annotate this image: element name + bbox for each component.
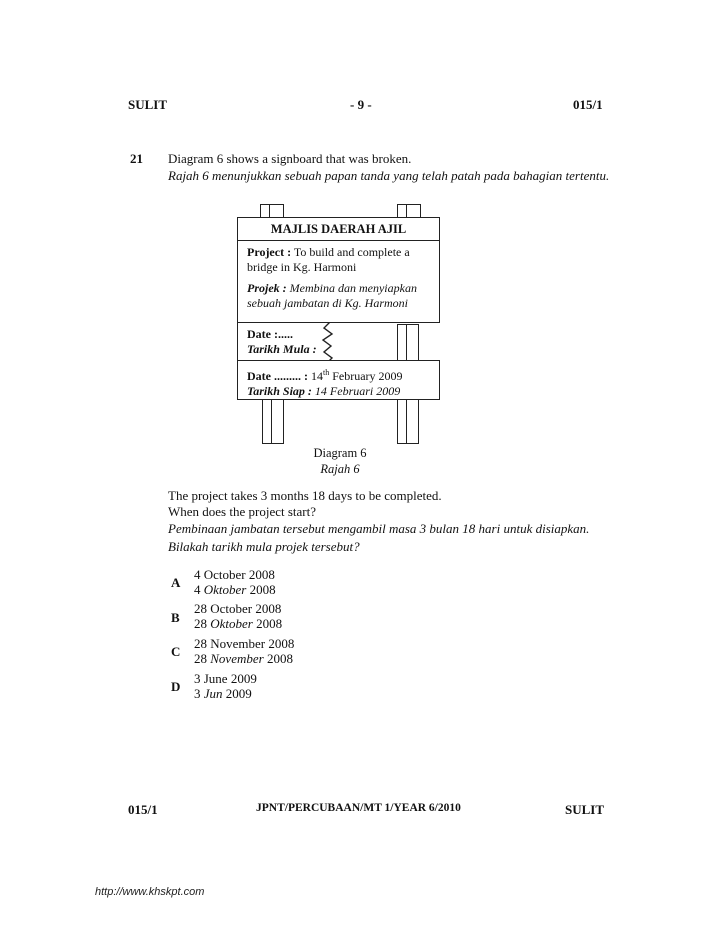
project-text: To build and complete a bridge in Kg. Harmoni (247, 245, 410, 274)
end-date-suffix: th (322, 368, 330, 377)
end-date-rest: February 2009 (332, 369, 403, 383)
question-number: 21 (130, 151, 143, 166)
option-letter: B (171, 610, 180, 625)
option-letter: C (171, 644, 181, 659)
page-number: - 9 - (350, 97, 372, 112)
tarikh-siap-label: Tarikh Siap : (247, 384, 312, 398)
footer-left: 015/1 (128, 802, 158, 817)
stem-line-2: When does the project start? (168, 504, 316, 519)
sign-title: MAJLIS DAERAH AJIL (238, 218, 439, 241)
header-left: SULIT (128, 97, 168, 112)
post-mid-right (397, 324, 419, 362)
option-text-ms: 28 November 2008 (194, 651, 293, 666)
option-letter: D (171, 679, 181, 694)
post-bottom-right (397, 399, 419, 444)
option-text-en: 28 October 2008 (194, 601, 282, 616)
diagram-caption-ms: Rajah 6 (320, 462, 360, 476)
post-bottom-left (262, 399, 284, 444)
option-text-en: 3 June 2009 (194, 671, 257, 686)
header-right: 015/1 (573, 97, 603, 112)
option-text-ms: 4 Oktober 2008 (194, 582, 276, 597)
sign-project-text (247, 245, 437, 311)
tarikh-siap-value: 14 Februari 2009 (314, 384, 401, 398)
option-text-ms: 3 Jun 2009 (194, 686, 252, 701)
projek-label: Projek : (247, 281, 287, 295)
option-text-en: 4 October 2008 (194, 567, 275, 582)
option-letter: A (171, 575, 181, 590)
projek-text: Membina dan menyiapkan sebuah jambatan di Kg. Harmoni (247, 281, 417, 310)
sign-main-panel (237, 217, 440, 323)
stem-line-4: Bilakah tarikh mula projek tersebut? (168, 539, 360, 554)
stem-line-3: Pembinaan jambatan tersebut mengambil masa 3 bulan 18 hari untuk disiapkan. (168, 521, 590, 536)
footer-center: JPNT/PERCUBAAN/MT 1/YEAR 6/2010 (256, 802, 461, 814)
end-date-day: 14 (310, 369, 323, 383)
start-date-label: Date :..... (247, 327, 293, 341)
diagram-caption-en: Diagram 6 (313, 446, 367, 460)
question-intro-ms: Rajah 6 menunjukkan sebuah papan tanda yang telah patah pada bahagian tertentu. (168, 168, 610, 183)
option-text-ms: 28 Oktober 2008 (194, 616, 283, 631)
end-date-label: Date ......... : (247, 369, 308, 383)
stem-line-1: The project takes 3 months 18 days to be completed. (168, 488, 442, 503)
broken-edge-icon (318, 322, 342, 362)
option-text-en: 28 November 2008 (194, 636, 295, 651)
project-label: Project : (247, 245, 292, 259)
source-url[interactable]: http://www.khskpt.com (95, 886, 205, 898)
tarikh-mula-label: Tarikh Mula : (247, 342, 317, 356)
footer-right: SULIT (565, 802, 605, 817)
sign-end-date-panel (237, 360, 440, 400)
question-intro-en: Diagram 6 shows a signboard that was broken. (168, 151, 412, 166)
